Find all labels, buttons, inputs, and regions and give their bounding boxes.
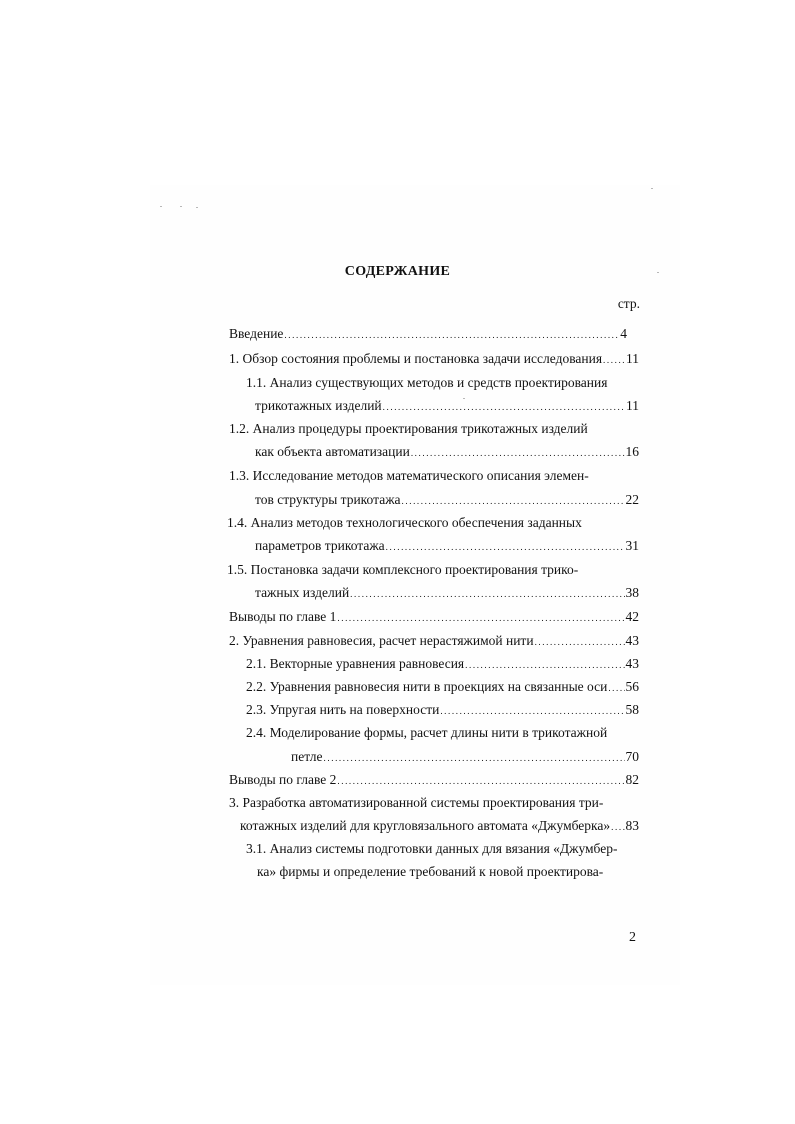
toc-entry-text: 2.2. Уравнения равновесия нити в проекциях на связанные оси xyxy=(246,679,608,694)
toc-entry-text: 2.3. Упругая нить на поверхности xyxy=(246,702,440,717)
toc-entry-text: Выводы по главе 1 xyxy=(229,609,337,624)
toc-entry-page: 43 xyxy=(625,633,639,648)
dot-leader xyxy=(337,772,624,790)
toc-entry xyxy=(229,325,627,344)
toc-entry xyxy=(255,537,639,556)
scan-speck xyxy=(160,206,162,207)
toc-entry-page: 22 xyxy=(625,492,639,507)
toc-entry xyxy=(246,701,639,720)
dot-leader xyxy=(386,538,625,556)
toc-entry-line: 1.4. Анализ методов технологического обеспечения заданных xyxy=(227,515,582,530)
toc-entry xyxy=(229,632,639,651)
dot-leader xyxy=(603,351,625,369)
dot-leader xyxy=(402,492,625,510)
toc-entry-text: трикотажных изделий xyxy=(255,398,382,413)
toc-entry xyxy=(255,584,639,603)
dot-leader xyxy=(337,609,624,627)
toc-entry xyxy=(246,655,639,674)
toc-entry-text: тов структуры трикотажа xyxy=(255,492,401,507)
toc-entry xyxy=(255,397,639,416)
toc-entry-page: 31 xyxy=(625,538,639,553)
toc-entry-page: 38 xyxy=(625,585,639,600)
dot-leader xyxy=(611,818,624,836)
toc-entry-page: 82 xyxy=(625,772,639,787)
toc-entry-page: 56 xyxy=(625,679,639,694)
toc-entry-text: как объекта автоматизации xyxy=(255,444,410,459)
scan-speck xyxy=(196,207,198,208)
toc-entry-page: 11 xyxy=(626,398,639,413)
dot-leader xyxy=(535,633,625,651)
dot-leader xyxy=(411,444,625,462)
toc-entry-line: 1.1. Анализ существующих методов и средств проектирования xyxy=(246,375,608,390)
toc-entry xyxy=(255,491,639,510)
toc-entry-line: 3. Разработка автоматизированной системы проектирования три- xyxy=(229,795,604,810)
toc-entry-page: 43 xyxy=(625,656,639,671)
scan-speck xyxy=(180,206,182,207)
toc-entry-line: 3.1. Анализ системы подготовки данных для вязания «Джумбер- xyxy=(246,841,618,856)
dot-leader xyxy=(608,679,624,697)
toc-entry-page: 11 xyxy=(626,351,639,366)
dot-leader xyxy=(383,398,625,416)
toc-entry-text: 2.1. Векторные уравнения равновесия xyxy=(246,656,465,671)
page-column-label: стр. xyxy=(617,296,640,311)
page-number: 2 xyxy=(629,930,636,945)
dot-leader xyxy=(284,326,619,344)
dot-leader xyxy=(465,656,624,674)
toc-entry-page: 70 xyxy=(625,749,639,764)
page-title: СОДЕРЖАНИЕ xyxy=(344,264,451,279)
toc-entry xyxy=(246,678,639,697)
toc-entry-text: 2. Уравнения равновесия, расчет нерастяжимой нити xyxy=(229,633,534,648)
toc-entry-page: 58 xyxy=(625,702,639,717)
toc-entry-page: 4 xyxy=(620,326,627,341)
toc-entry xyxy=(240,817,639,836)
scan-speck xyxy=(651,188,653,189)
toc-entry-line: 2.4. Моделирование формы, расчет длины нити в трикотажной xyxy=(246,725,608,740)
toc-entry-text: 1. Обзор состояния проблемы и постановка задачи исследования xyxy=(229,351,603,366)
toc-entry-page: 42 xyxy=(625,609,639,624)
toc-entry-page: 16 xyxy=(625,444,639,459)
toc-entry-text: тажных изделий xyxy=(255,585,350,600)
toc-entry-text: петле xyxy=(291,749,323,764)
toc-entry xyxy=(229,771,639,790)
toc-entry-text: Выводы по главе 2 xyxy=(229,772,337,787)
toc-entry-line: ка» фирмы и определение требований к новой проектирова- xyxy=(257,864,604,879)
toc-entry-line: 1.5. Постановка задачи комплексного проектирования трико- xyxy=(227,562,579,577)
toc-entry-text: параметров трикотажа xyxy=(255,538,385,553)
toc-entry-page: 83 xyxy=(625,818,639,833)
toc-entry-line: 1.3. Исследование методов математического описания элемен- xyxy=(229,468,589,483)
toc-entry xyxy=(229,350,639,369)
dot-leader xyxy=(440,702,624,720)
dot-leader xyxy=(350,585,624,603)
toc-entry-line: 1.2. Анализ процедуры проектирования трикотажных изделий xyxy=(229,421,588,436)
dot-leader xyxy=(324,749,625,767)
toc-entry-text: котажных изделий для кругловязального автомата «Джумберка» xyxy=(240,818,611,833)
toc-entry xyxy=(255,443,639,462)
toc-entry xyxy=(291,748,639,767)
toc-entry xyxy=(229,608,639,627)
toc-entry-text: Введение xyxy=(229,326,284,341)
